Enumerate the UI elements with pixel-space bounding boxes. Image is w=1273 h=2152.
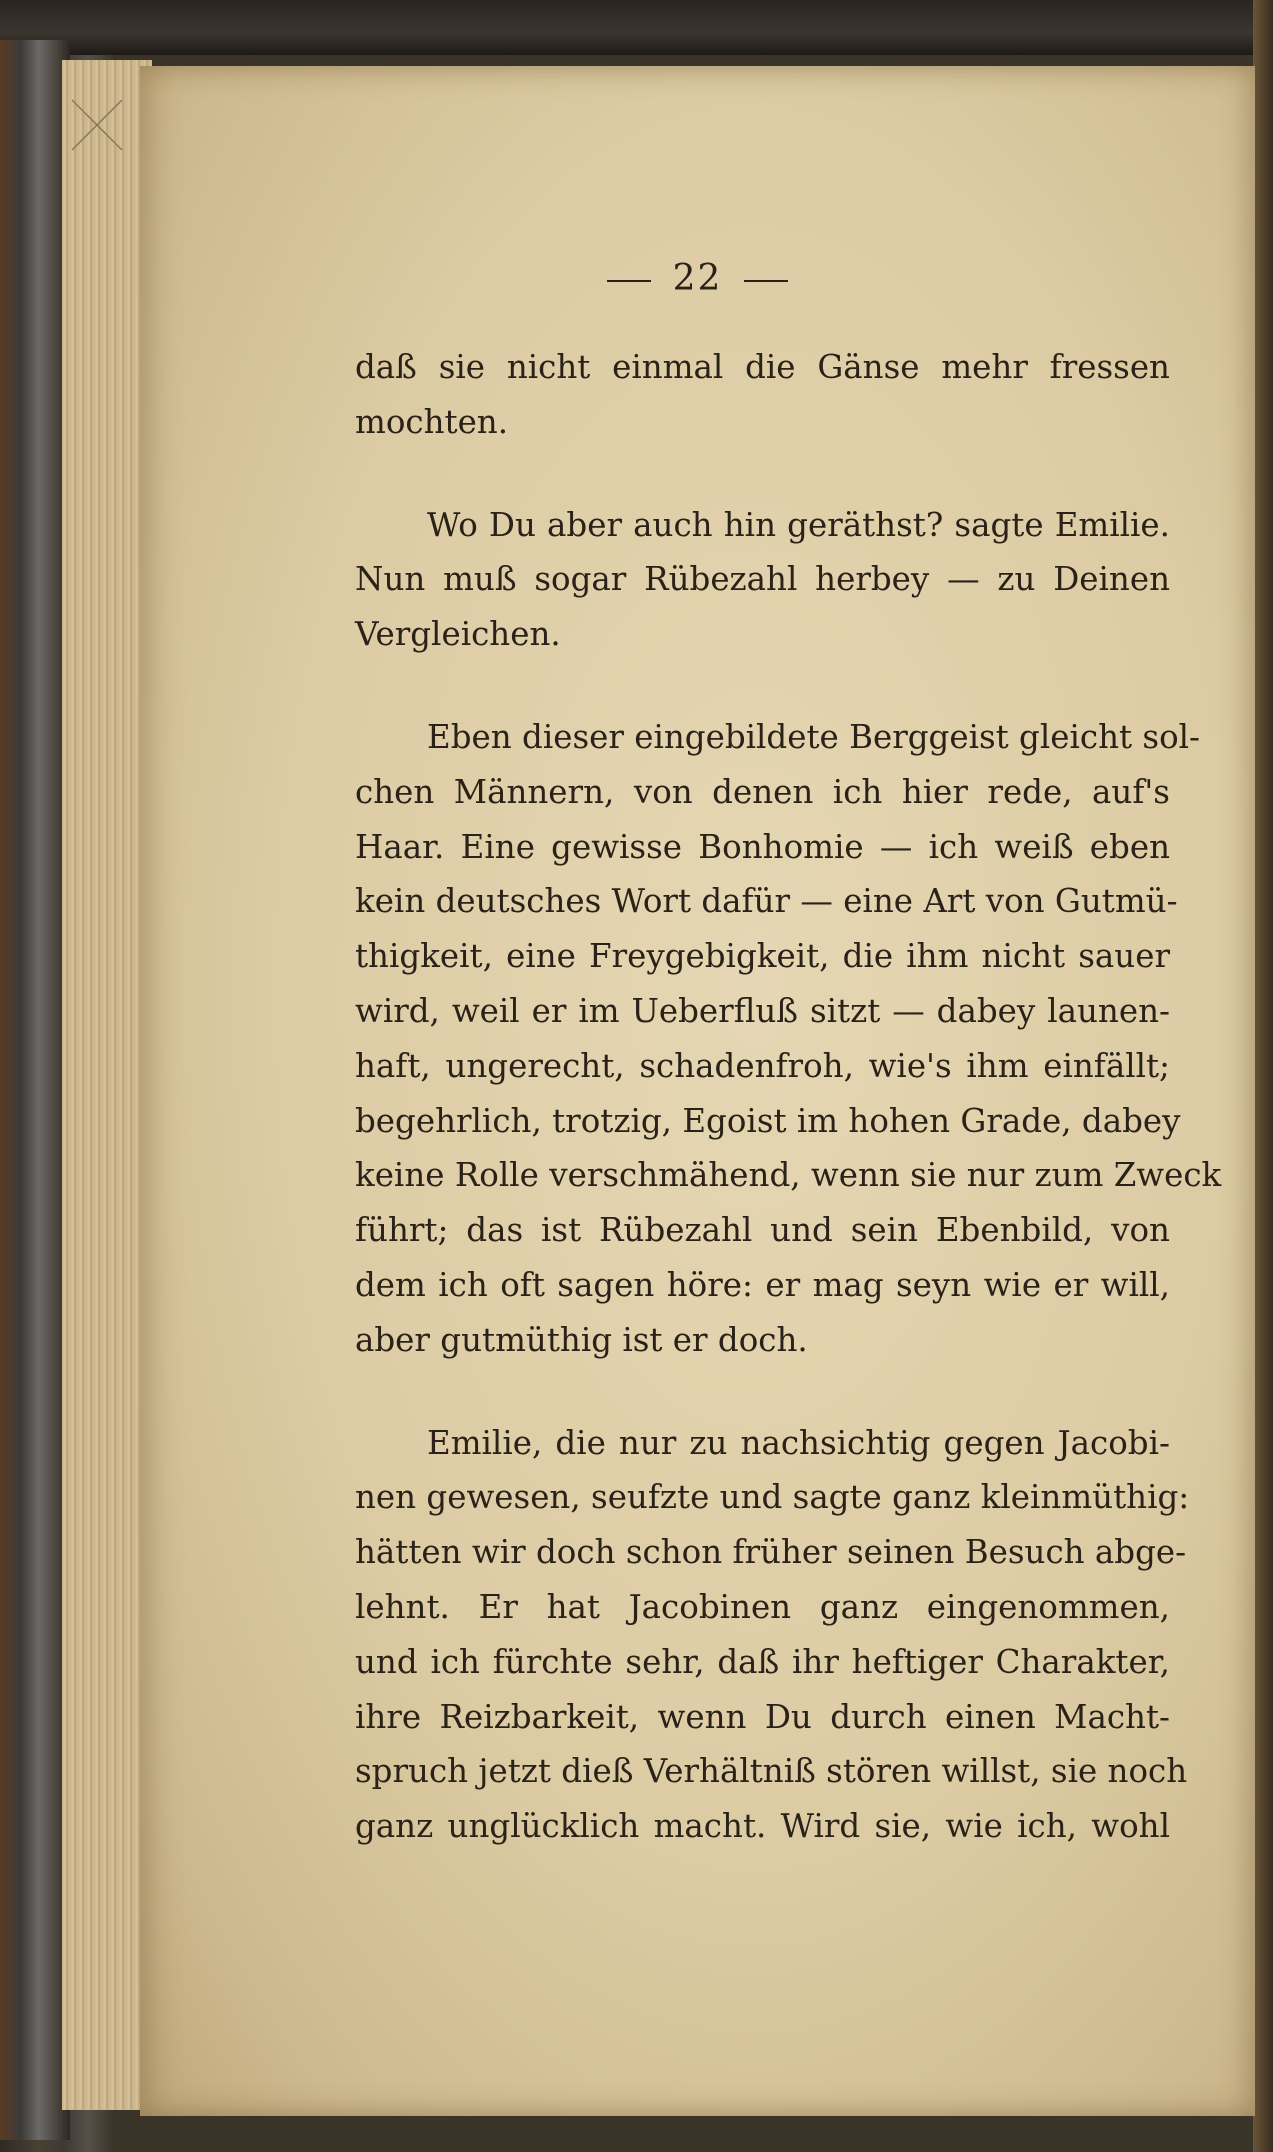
text-line: daß sie nicht einmal die Gänse mehr fressen [355, 348, 1170, 386]
text-line: Nun muß sogar Rübezahl herbey — zu Deinen [355, 560, 1170, 599]
paragraph [355, 1416, 1190, 1854]
text-line: und ich fürchte sehr, daß ihr heftiger Charakter, [355, 1642, 1170, 1681]
page-header [140, 258, 1255, 299]
paragraph-gap [355, 450, 1170, 498]
text-line: hätten wir doch schon früher seinen Besuch abge- [355, 1533, 1187, 1572]
page-text [355, 340, 1222, 1854]
text-line: Vergleichen. [355, 615, 561, 654]
text-line: nen gewesen, seufzte und sagte ganz kleinmüthig: [355, 1478, 1190, 1517]
page-number: 22 [672, 258, 723, 299]
text-line: keine Rolle verschmähend, wenn sie nur zum Zweck [355, 1156, 1222, 1195]
page-edges [62, 60, 152, 2110]
text-line: chen Männern, von denen ich hier rede, auf's [355, 772, 1170, 811]
text-line: mochten. [355, 402, 509, 441]
text-line: wird, weil er im Ueberfluß sitzt — dabey launen- [355, 991, 1170, 1030]
paragraph [355, 498, 1170, 662]
book-cover-top-edge [0, 0, 1273, 55]
header-dash-left [607, 280, 651, 282]
text-line: Wo Du aber auch hin geräthst? sagte Emilie. [427, 505, 1170, 544]
page-corner-marks [62, 90, 142, 210]
paragraph-gap [355, 1368, 1170, 1416]
text-line: Emilie, die nur zu nachsichtig gegen Jacobi- [427, 1423, 1170, 1462]
text-line: ihre Reizbarkeit, wenn Du durch einen Macht- [355, 1697, 1170, 1736]
text-line: Eben dieser eingebildete Berggeist gleicht sol- [427, 717, 1201, 756]
text-line: lehnt. Er hat Jacobinen ganz eingenommen, [355, 1587, 1170, 1626]
text-line: begehrlich, trotzig, Egoist im hohen Grade, dabey [355, 1101, 1181, 1140]
header-dash-right [744, 280, 788, 282]
text-line: führt; das ist Rübezahl und sein Ebenbild, von [355, 1211, 1170, 1250]
text-line: haft, ungerecht, schadenfroh, wie's ihm einfällt; [355, 1046, 1170, 1085]
text-line: aber gutmüthig ist er doch. [355, 1320, 808, 1359]
text-line: spruch jetzt dieß Verhältniß stören willst, sie noch [355, 1752, 1188, 1791]
text-line: dem ich oft sagen höre: er mag seyn wie er will, [355, 1265, 1170, 1304]
text-line: thigkeit, eine Freygebigkeit, die ihm nicht sauer [355, 937, 1170, 976]
paragraph [355, 710, 1222, 1368]
text-line: Haar. Eine gewisse Bonhomie — ich weiß eben [355, 827, 1170, 866]
book-cover-left-edge [0, 40, 70, 2140]
book-cover-right-edge [1253, 0, 1273, 2152]
paragraph-gap [355, 662, 1170, 710]
paragraph [355, 340, 1170, 450]
text-line: ganz unglücklich macht. Wird sie, wie ich, wohl [355, 1807, 1170, 1846]
text-line: kein deutsches Wort dafür — eine Art von Gutmü- [355, 882, 1178, 921]
